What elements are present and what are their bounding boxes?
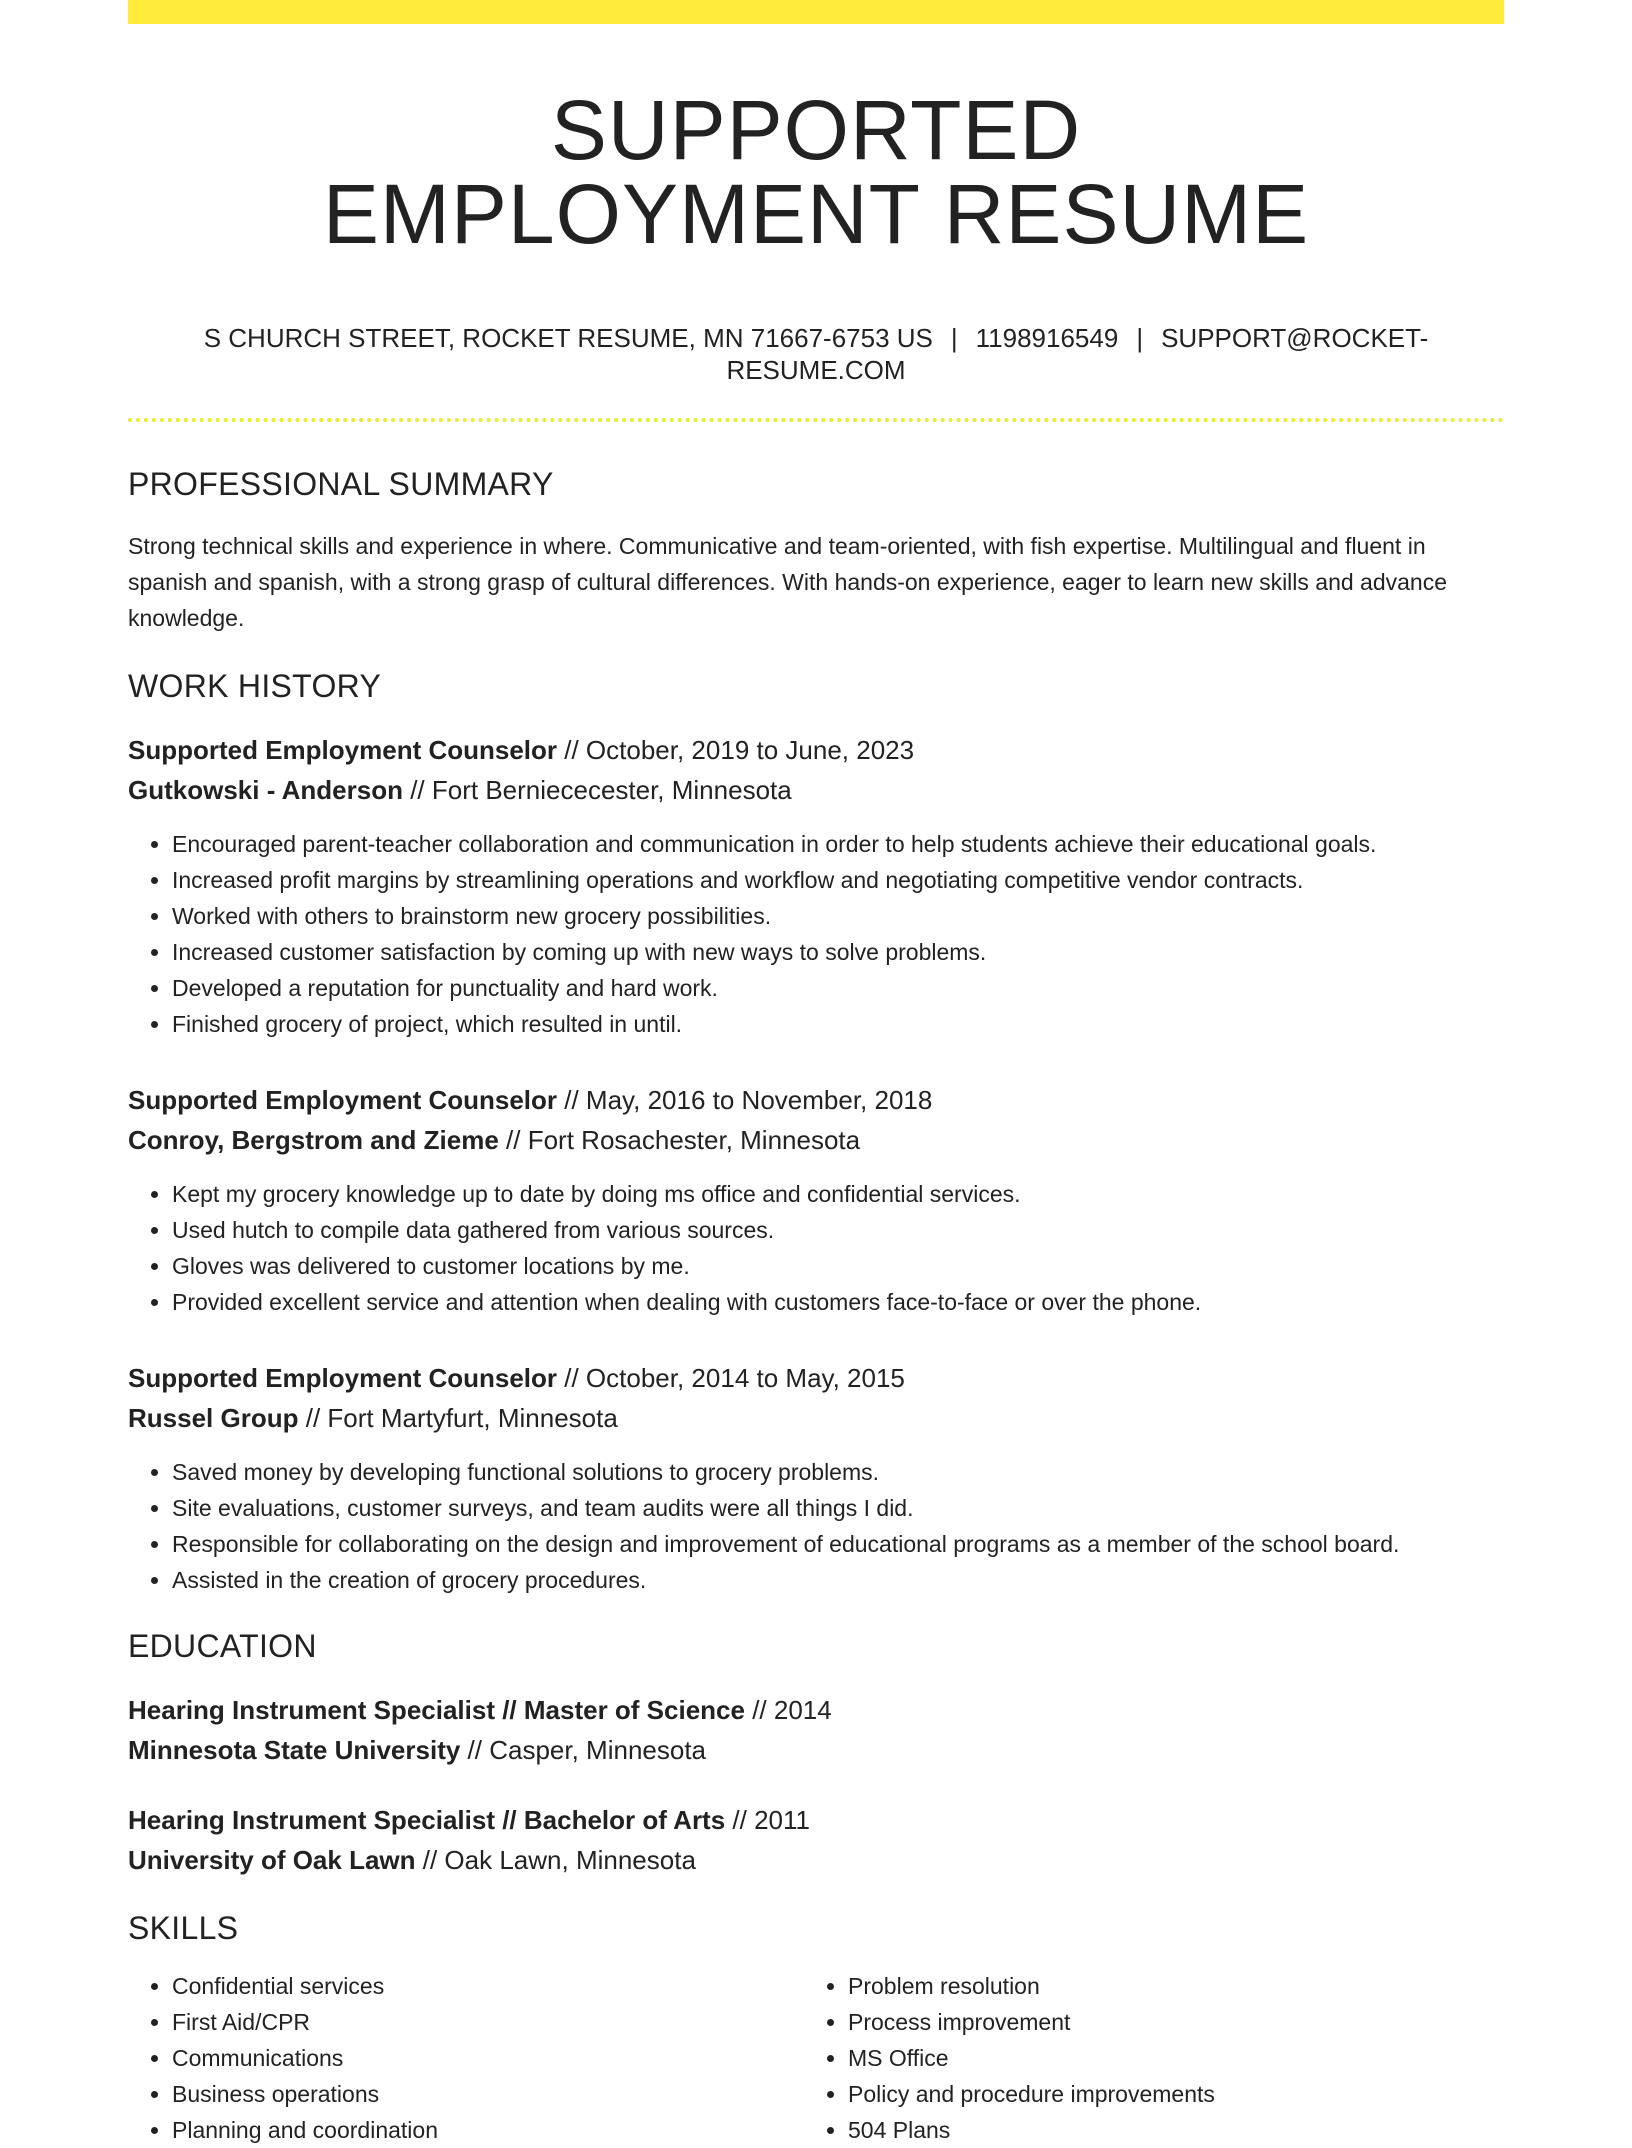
school-location: // Oak Lawn, Minnesota xyxy=(422,1845,696,1875)
degree: Hearing Instrument Specialist // Master of Science xyxy=(128,1695,745,1725)
job-bullet: • Used hutch to compile data gathered from various sources. xyxy=(172,1212,1504,1248)
school-line xyxy=(128,1730,1504,1770)
job-company: Gutkowski - Anderson xyxy=(128,775,403,805)
title-line-1: SUPPORTED xyxy=(550,83,1082,177)
job-bullet: • Gloves was delivered to customer locations by me. xyxy=(172,1248,1504,1284)
contact-line xyxy=(128,322,1504,386)
job-bullet: • Kept my grocery knowledge up to date by doing ms office and confidential services. xyxy=(172,1176,1504,1212)
job-bullet: • Saved money by developing functional solutions to grocery problems. xyxy=(172,1454,1504,1490)
school: University of Oak Lawn xyxy=(128,1845,416,1875)
job-company-line xyxy=(128,1120,1504,1160)
skill-item: • Business operations xyxy=(172,2076,804,2112)
summary-heading: PROFESSIONAL SUMMARY xyxy=(128,466,554,502)
work-history-heading: WORK HISTORY xyxy=(128,668,382,704)
skill-item: • Confidential services xyxy=(172,1968,804,2004)
job-bullet: • Provided excellent service and attention when dealing with customers face-to-face or over the phone. xyxy=(172,1284,1504,1320)
degree-line xyxy=(128,1800,1504,1840)
school: Minnesota State University xyxy=(128,1735,461,1765)
job-bullet: • Increased profit margins by streamlining operations and workflow and negotiating competitive vendor contracts. xyxy=(172,862,1504,898)
school-location: // Casper, Minnesota xyxy=(467,1735,707,1765)
school-line xyxy=(128,1840,1504,1880)
job-title-line xyxy=(128,1358,1504,1398)
skill-item: • MS Office xyxy=(848,2040,1480,2076)
contact-separator: | xyxy=(1136,323,1144,353)
job-entry xyxy=(128,1358,1504,1598)
education-entry xyxy=(128,1800,1504,1880)
job-location: // Fort Berniececester, Minnesota xyxy=(410,775,792,805)
job-company-line xyxy=(128,1398,1504,1438)
skill-item: • Communications xyxy=(172,2040,804,2076)
job-company: Conroy, Bergstrom and Zieme xyxy=(128,1125,499,1155)
job-title-line xyxy=(128,730,1504,770)
job-bullet: • Developed a reputation for punctuality and hard work. xyxy=(172,970,1504,1006)
skills-column-right xyxy=(804,1968,1480,2148)
contact-phone: 1198916549 xyxy=(975,323,1119,353)
degree: Hearing Instrument Specialist // Bachelor of Arts xyxy=(128,1805,726,1835)
job-dates: // October, 2019 to June, 2023 xyxy=(564,735,915,765)
job-dates: // May, 2016 to November, 2018 xyxy=(564,1085,933,1115)
skill-item: • Planning and coordination xyxy=(172,2112,804,2148)
job-entry xyxy=(128,1080,1504,1320)
job-bullets xyxy=(128,1176,1504,1320)
skills-list xyxy=(128,1968,1504,2148)
accent-bar xyxy=(128,0,1504,24)
skill-item: • First Aid/CPR xyxy=(172,2004,804,2040)
education-heading: EDUCATION xyxy=(128,1628,317,1664)
skills-heading: SKILLS xyxy=(128,1910,239,1946)
job-bullets xyxy=(128,1454,1504,1598)
job-location: // Fort Rosachester, Minnesota xyxy=(506,1125,861,1155)
job-bullet: • Worked with others to brainstorm new grocery possibilities. xyxy=(172,898,1504,934)
summary-text: Strong technical skills and experience in where. Communicative and team-oriented, with fish expertise. Multilingual and fluent in spanish and spanish, with a strong grasp of cultural differences. With hands-on experience, eager to learn new skills and advance knowledge. xyxy=(128,533,1448,631)
degree-year: // 2011 xyxy=(732,1805,811,1835)
skill-item: • Process improvement xyxy=(848,2004,1480,2040)
skill-item: • Policy and procedure improvements xyxy=(848,2076,1480,2112)
degree-line xyxy=(128,1690,1504,1730)
job-dates: // October, 2014 to May, 2015 xyxy=(564,1363,905,1393)
title-line-2: EMPLOYMENT RESUME xyxy=(322,167,1310,261)
job-bullet: • Finished grocery of project, which resulted in until. xyxy=(172,1006,1504,1042)
resume-page xyxy=(128,0,1504,2148)
job-title: Supported Employment Counselor xyxy=(128,735,558,765)
job-title: Supported Employment Counselor xyxy=(128,1085,558,1115)
education-entry xyxy=(128,1690,1504,1770)
job-bullet: • Site evaluations, customer surveys, and team audits were all things I did. xyxy=(172,1490,1504,1526)
contact-separator: | xyxy=(950,323,958,353)
dotted-divider xyxy=(128,418,1504,422)
job-bullet: • Increased customer satisfaction by coming up with new ways to solve problems. xyxy=(172,934,1504,970)
degree-year: // 2014 xyxy=(752,1695,832,1725)
job-company-line xyxy=(128,770,1504,810)
job-bullet: • Responsible for collaborating on the design and improvement of educational programs as a member of the school board. xyxy=(172,1526,1504,1562)
contact-address: S CHURCH STREET, ROCKET RESUME, MN 71667-6753 US xyxy=(203,323,933,353)
skills-column-left xyxy=(128,1968,804,2148)
job-title: Supported Employment Counselor xyxy=(128,1363,558,1393)
job-bullet: • Encouraged parent-teacher collaboration and communication in order to help students achieve their educational goals. xyxy=(172,826,1504,862)
skill-item: • 504 Plans xyxy=(848,2112,1480,2148)
resume-title xyxy=(128,83,1504,261)
job-bullet: • Assisted in the creation of grocery procedures. xyxy=(172,1562,1504,1598)
job-bullets xyxy=(128,826,1504,1042)
job-company: Russel Group xyxy=(128,1403,299,1433)
skill-item: • Problem resolution xyxy=(848,1968,1480,2004)
job-title-line xyxy=(128,1080,1504,1120)
job-location: // Fort Martyfurt, Minnesota xyxy=(305,1403,618,1433)
job-entry xyxy=(128,730,1504,1042)
contact-email: SUPPORT@ROCKET-RESUME.COM xyxy=(726,323,1429,385)
